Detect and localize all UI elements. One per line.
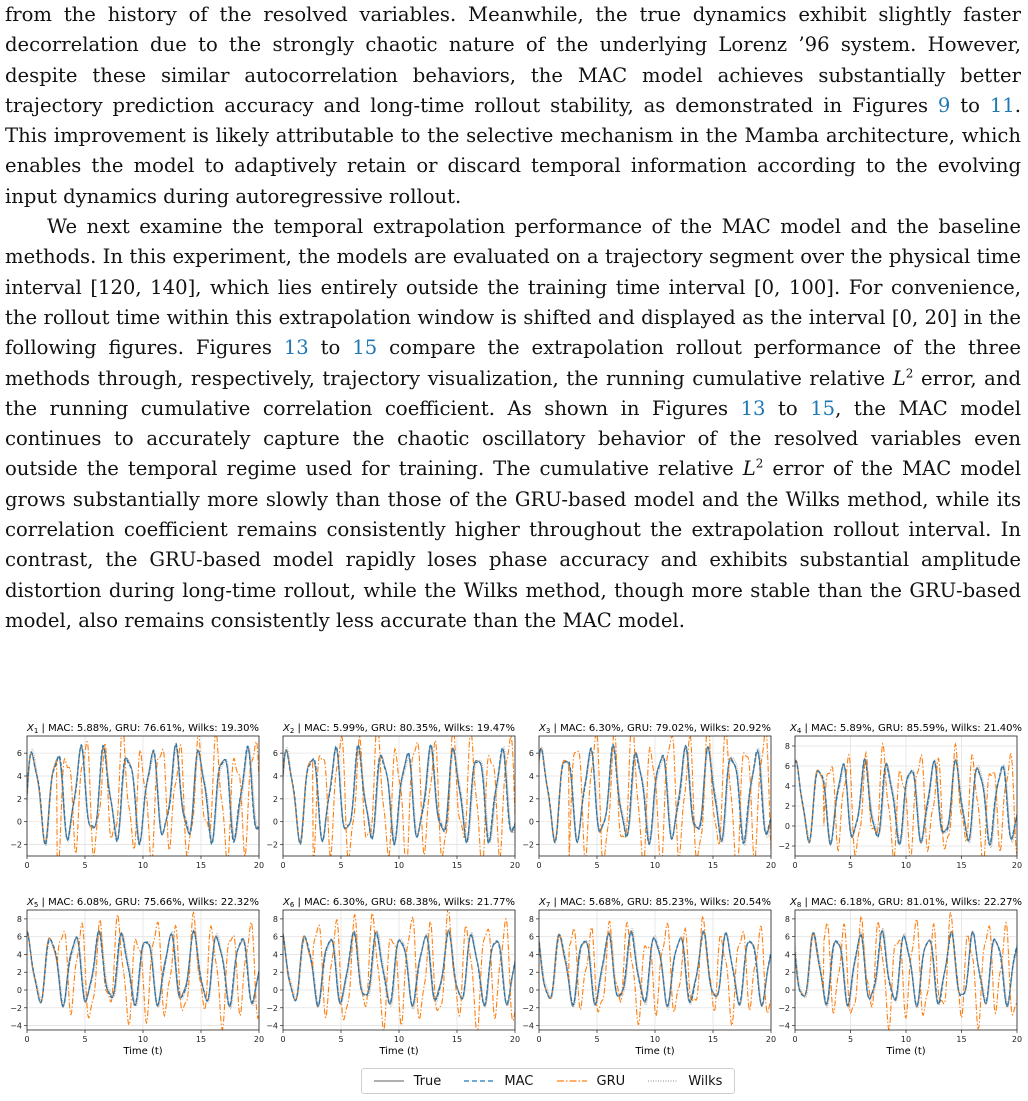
panel-title-sub: 2 — [289, 727, 295, 735]
y-tick-label: 2 — [272, 968, 278, 978]
y-tick-label: 6 — [16, 749, 22, 759]
text-run: [0, 100] — [753, 275, 834, 299]
text-run: 2 — [755, 456, 764, 471]
y-tick-label: 8 — [272, 914, 278, 924]
y-tick-label: 0 — [528, 986, 534, 995]
x-tick-label: 20 — [1011, 861, 1023, 870]
panel-x5 — [10, 897, 264, 1057]
y-tick-label: 4 — [272, 950, 278, 960]
y-tick-label: −2 — [522, 1003, 534, 1013]
y-tick-label: 6 — [16, 932, 22, 942]
y-tick-label: 0 — [272, 817, 278, 827]
x-tick-label: 5 — [338, 1035, 344, 1044]
legend-label: GRU — [596, 1073, 626, 1089]
figure-legend — [361, 1068, 735, 1094]
y-tick-label: 8 — [784, 914, 790, 924]
panel-title-sub: 3 — [545, 727, 551, 735]
panel-x6 — [266, 897, 520, 1057]
text-run: , the MAC model continues to accurately capture the chaotic oscillatory behavior of the resolved variables even outside the temporal regime used for training. The cumulative relative — [5, 396, 1021, 481]
legend-item-mac — [464, 1074, 533, 1089]
panel-title-metrics: | MAC: 5.89%, GRU: 85.59%, Wilks: 21.40% — [801, 723, 1022, 734]
x-tick-label: 20 — [765, 1035, 777, 1044]
x-tick-label: 5 — [338, 861, 344, 870]
y-tick-label: 0 — [784, 822, 790, 831]
x-tick-label: 20 — [1011, 1035, 1023, 1044]
legend-swatch — [557, 1076, 587, 1086]
panel-title — [538, 723, 771, 735]
x-tick-label: 15 — [451, 861, 463, 870]
x-tick-label: 5 — [594, 861, 600, 870]
text-run: compare the extrapolation rollout performance of the three methods through, respectively, trajectory visualization, the running cumulative relative — [5, 336, 1021, 390]
panel-title-var: X — [539, 723, 546, 734]
panel-title-metrics: | MAC: 5.68%, GRU: 85.23%, Wilks: 20.54% — [550, 897, 771, 908]
y-tick-label: −4 — [266, 1021, 278, 1031]
text-run: , which lies entirely outside the training time interval — [195, 275, 754, 299]
x-tick-label: 10 — [137, 1035, 149, 1044]
y-tick-label: 0 — [16, 986, 22, 995]
legend-item-gru — [557, 1074, 626, 1089]
y-tick-label: 6 — [528, 749, 534, 759]
x-tick-label: 0 — [792, 861, 798, 870]
text-run: [120, 140] — [90, 275, 196, 299]
x-tick-label: 0 — [280, 1035, 286, 1044]
panel-title-var: X — [790, 723, 797, 734]
x-tick-label: 5 — [594, 1035, 600, 1044]
paragraph-2 — [5, 212, 1021, 636]
panel-x7 — [522, 897, 776, 1057]
x-tick-label: 15 — [707, 861, 719, 870]
panel-x8 — [778, 897, 1022, 1057]
y-tick-label: 2 — [528, 968, 534, 978]
x-tick-label: 20 — [253, 1035, 265, 1044]
legend-swatch — [464, 1076, 494, 1086]
x-tick-label: 0 — [24, 1035, 30, 1044]
y-tick-label: 6 — [272, 749, 278, 759]
figure-ref-link[interactable]: 11 — [989, 93, 1015, 117]
legend-swatch — [648, 1076, 678, 1086]
x-tick-label: 15 — [451, 1035, 463, 1044]
y-tick-label: −2 — [10, 840, 22, 850]
panel-title-metrics: | MAC: 6.30%, GRU: 79.02%, Wilks: 20.92% — [550, 723, 771, 734]
x-tick-label: 20 — [509, 1035, 521, 1044]
body-text — [5, 0, 1021, 636]
panel-title-sub: 6 — [289, 901, 295, 909]
x-tick-label: 0 — [536, 1035, 542, 1044]
text-run: . This improvement is likely attributable to the selective mechanism in the Mamba architecture, which enables the model to adaptively retain or discard temporal information according to the evolving input dynamics during autoregressive rollout. — [5, 93, 1021, 208]
x-tick-label: 15 — [707, 1035, 719, 1044]
panel-title-var: X — [27, 897, 34, 908]
y-tick-label: 4 — [528, 772, 534, 781]
panel-title-metrics: | MAC: 6.08%, GRU: 75.66%, Wilks: 22.32% — [38, 897, 259, 908]
y-tick-label: 4 — [784, 782, 790, 791]
text-run: to — [950, 93, 990, 117]
y-tick-label: 0 — [272, 986, 278, 995]
trajectory-figure — [0, 696, 1028, 1066]
legend-swatch — [374, 1076, 404, 1086]
legend-item-true — [374, 1074, 442, 1089]
x-tick-label: 20 — [765, 861, 777, 870]
panel-x2 — [266, 720, 520, 871]
x-tick-label: 0 — [24, 861, 30, 870]
x-tick-label: 20 — [253, 861, 265, 870]
y-tick-label: 4 — [16, 950, 22, 960]
y-tick-label: 2 — [784, 968, 790, 978]
panel-x4 — [778, 723, 1022, 870]
y-tick-label: 4 — [784, 950, 790, 960]
x-tick-label: 15 — [956, 1035, 967, 1044]
legend-label: True — [413, 1073, 442, 1089]
text-run: to — [308, 336, 353, 360]
y-tick-label: 8 — [16, 914, 22, 924]
y-tick-label: 4 — [528, 950, 534, 960]
x-tick-label: 10 — [900, 1035, 912, 1044]
y-tick-label: −2 — [266, 840, 278, 850]
x-tick-label: 5 — [847, 1035, 854, 1044]
x-tick-label: 15 — [195, 861, 207, 870]
y-tick-label: −2 — [522, 840, 534, 850]
x-tick-label: 10 — [649, 861, 661, 870]
x-tick-label: 0 — [280, 861, 286, 870]
y-tick-label: −2 — [778, 842, 790, 851]
y-tick-label: −4 — [778, 1021, 790, 1031]
y-tick-label: 6 — [272, 932, 278, 942]
text-run: . For convenience, the rollout time within this extrapolation window is shifted and displayed as the interval — [5, 275, 1021, 329]
x-tick-label: 10 — [649, 1035, 661, 1044]
panel-title-sub: 7 — [545, 901, 551, 909]
panel-title-var: X — [27, 723, 34, 734]
y-tick-label: 2 — [16, 794, 22, 804]
panel-title-var: X — [283, 723, 290, 734]
panel-title-var: X — [283, 897, 290, 908]
y-tick-label: 4 — [272, 772, 278, 781]
x-tick-label: 5 — [847, 861, 854, 870]
x-tick-label: 15 — [195, 1035, 207, 1044]
text-run: L — [742, 457, 756, 481]
legend-label: Wilks — [688, 1073, 723, 1089]
panel-title — [282, 723, 515, 735]
text-run: in the following figures. Figures — [5, 305, 1021, 360]
text-run: [0, 20] — [891, 305, 958, 329]
text-run: error of the MAC model grows substantially more slowly than those of the GRU-based model and the Wilks method, while its correlation coefficient remains consistently higher throughout the extrapolation rollout interval. In contrast, the GRU-based model rapidly loses phase accuracy and exhibits substantial amplitude distortion during long-time rollout, while the Wilks method, though more stable than the GRU-based model, also remains consistently less accurate than the MAC model. — [5, 457, 1021, 632]
y-tick-label: −4 — [522, 1021, 534, 1031]
panel-title-metrics: | MAC: 5.88%, GRU: 76.61%, Wilks: 19.30% — [38, 723, 259, 734]
x-tick-label: 15 — [956, 861, 967, 870]
text-run: 2 — [905, 366, 914, 381]
panel-title-sub: 8 — [796, 901, 802, 909]
y-tick-label: −2 — [266, 1003, 278, 1013]
x-tick-label: 10 — [393, 861, 405, 870]
panel-title-sub: 5 — [33, 901, 39, 909]
legend-label: MAC — [504, 1073, 534, 1089]
y-tick-label: 2 — [272, 794, 278, 804]
panel-title-var: X — [539, 897, 546, 908]
panel-title — [26, 723, 259, 735]
y-tick-label: 6 — [784, 932, 790, 942]
y-tick-label: 2 — [16, 968, 22, 978]
panel-x3 — [522, 717, 776, 876]
x-tick-label: 10 — [137, 861, 149, 870]
panel-title-var: X — [790, 897, 797, 908]
panel-title-metrics: | MAC: 5.99%, GRU: 80.35%, Wilks: 19.47% — [294, 723, 515, 734]
x-axis-label: Time (t) — [886, 1046, 926, 1057]
panel-title-sub: 1 — [33, 727, 39, 735]
figure-ref-link[interactable]: 9 — [937, 93, 951, 117]
x-axis-label: Time (t) — [123, 1046, 163, 1057]
x-tick-label: 20 — [509, 861, 521, 870]
x-tick-label: 0 — [792, 1035, 798, 1044]
panel-title — [538, 897, 771, 909]
panel-title-sub: 4 — [796, 727, 802, 735]
text-run: We next examine the temporal extrapolation performance of the MAC model and the baseline methods. In this experiment, the models are evaluated on a trajectory segment over the physical time interval — [5, 215, 1021, 299]
y-tick-label: 8 — [784, 742, 790, 751]
figure-ref-link[interactable]: 13 — [283, 336, 309, 360]
text-run: from the history of the resolved variables. Meanwhile, the true dynamics exhibit slightly faster decorrelation due to the strongly chaotic nature of the underlying Lorenz ’96 system. However, despite these similar autocorrelation behaviors, the MAC model achieves substantially better trajectory prediction accuracy and long-time rollout stability, as demonstrated in Figures — [5, 3, 1021, 117]
y-tick-label: −2 — [10, 1003, 22, 1013]
y-tick-label: 0 — [784, 986, 790, 995]
y-tick-label: 0 — [16, 817, 22, 827]
panel-title — [789, 897, 1022, 909]
figure-ref-link[interactable]: 13 — [740, 396, 766, 420]
x-tick-label: 5 — [82, 861, 88, 870]
y-tick-label: 6 — [528, 932, 534, 942]
paragraph-1 — [5, 0, 1021, 212]
panel-title — [282, 897, 515, 909]
panel-title-metrics: | MAC: 6.30%, GRU: 68.38%, Wilks: 21.77% — [294, 897, 515, 908]
panel-x1 — [10, 723, 264, 870]
y-tick-label: −2 — [778, 1003, 790, 1013]
x-tick-label: 10 — [393, 1035, 405, 1044]
x-tick-label: 5 — [82, 1035, 88, 1044]
y-tick-label: 4 — [16, 772, 22, 781]
text-run: to — [765, 396, 811, 420]
legend-item-wilks — [648, 1074, 722, 1089]
x-tick-label: 0 — [536, 861, 542, 870]
figure-ref-link[interactable]: 15 — [352, 336, 378, 360]
y-tick-label: 0 — [528, 817, 534, 827]
y-tick-label: −4 — [10, 1021, 22, 1031]
figure-ref-link[interactable]: 15 — [810, 396, 836, 420]
text-run: error, and the running cumulative correlation coefficient. As shown in Figures — [5, 366, 1021, 420]
x-tick-label: 10 — [900, 861, 912, 870]
y-tick-label: 2 — [528, 794, 534, 804]
y-tick-label: 2 — [784, 802, 790, 811]
y-tick-label: 8 — [528, 914, 534, 924]
panel-title — [789, 723, 1022, 735]
y-tick-label: 6 — [784, 762, 790, 771]
panel-title — [26, 897, 259, 909]
panel-title-metrics: | MAC: 6.18%, GRU: 81.01%, Wilks: 22.27% — [801, 897, 1022, 908]
x-axis-label: Time (t) — [635, 1046, 675, 1057]
text-run: L — [892, 366, 906, 390]
x-axis-label: Time (t) — [379, 1046, 419, 1057]
